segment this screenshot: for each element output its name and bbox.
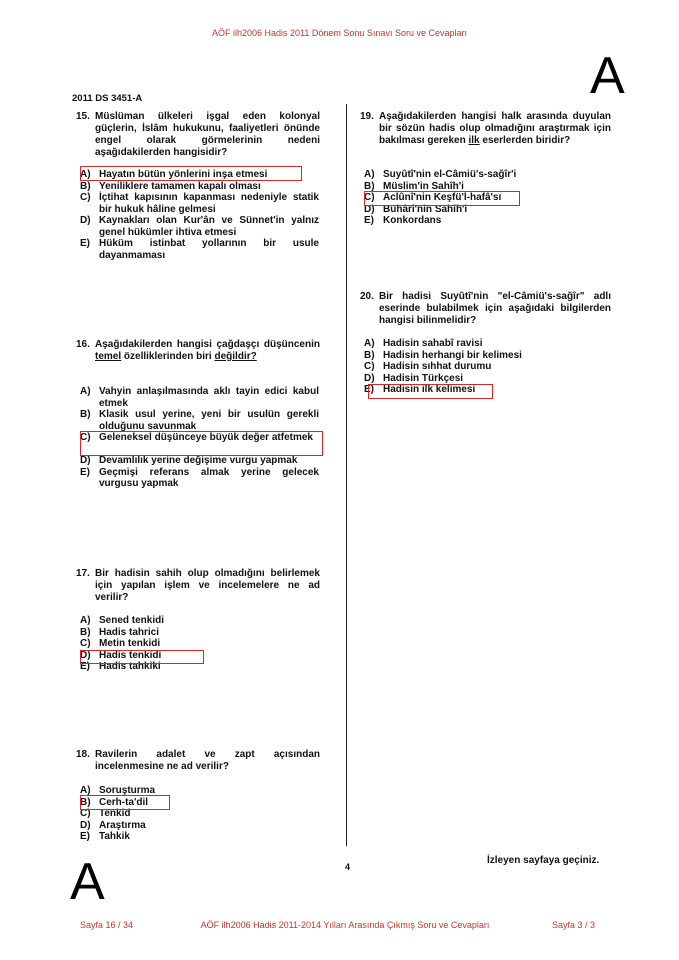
question-stem: Aşağıdakilerden hangisi çağdaşçı düşüncenin temel özelliklerinden biri değildir? — [95, 339, 320, 362]
answer-marker-19 — [364, 191, 520, 206]
question-16 — [76, 339, 320, 499]
page-number: 4 — [345, 862, 351, 872]
option-b[interactable]: B) Klasik usul yerine, yeni bir usulün gerekli olduğunu savunmak — [80, 409, 319, 432]
option-e[interactable]: E) Hüküm istinbat yollarının bir usule dayanmaması — [80, 238, 319, 261]
next-page-note: İzleyen sayfaya geçiniz. — [487, 855, 600, 866]
footer-center: AÖF ilh2006 Hadis 2011-2014 Yılları Arasında Çıkmış Soru ve Cevapları — [200, 920, 490, 930]
booklet-letter-bottom: A — [70, 853, 105, 911]
option-d[interactable]: D) Hadis tenkidi — [80, 649, 162, 661]
option-c[interactable]: C) Geleneksel düşünceye büyük değer atfetmek — [80, 432, 313, 443]
answer-marker-18 — [80, 795, 170, 810]
option-a[interactable]: A) Soruşturma — [80, 785, 156, 796]
option-b[interactable]: B) Hadisin herhangi bir kelimesi — [364, 349, 522, 361]
option-d[interactable]: D) Buhârî'nin Sahîh'i — [364, 203, 468, 215]
option-d[interactable]: D) Kaynakları olan Kur'ân ve Sünnet'in yalnız genel hükümler ihtiva etmesi — [80, 215, 319, 238]
question-number: 15. — [76, 111, 90, 122]
option-c[interactable]: C) Metin tenkidi — [80, 638, 161, 649]
option-b[interactable]: B) Hadis tahrici — [80, 626, 160, 638]
option-d[interactable]: D) Devamlılık yerine değişime vurgu yapmak — [80, 455, 298, 466]
question-stem: Bir hadisi Suyûtî'nin "el-Câmiü's-sağîr" adlı eserinde bulabilmek için aşağıdaki bilgilerden hangisi bilinmelidir? — [379, 291, 611, 326]
option-e[interactable]: E) Hadis tahkiki — [80, 661, 161, 672]
option-a[interactable]: A) Sened tenkidi — [80, 615, 165, 626]
exam-code: 2011 DS 3451-A — [72, 93, 143, 104]
option-c[interactable]: C) Hadisin sıhhat durumu — [364, 361, 492, 372]
option-a[interactable]: A) Suyûtî'nin el-Câmiü's-sağîr'i — [364, 169, 517, 180]
option-a[interactable]: A) Hadisin sahabî ravisi — [364, 338, 483, 349]
booklet-letter-top: A — [590, 47, 625, 105]
option-b[interactable]: B) Müslim'in Sahîh'i — [364, 180, 464, 192]
option-e[interactable]: E) Hadisin ilk kelimesi — [364, 384, 476, 395]
option-b[interactable]: B) Cerh-ta'dil — [80, 796, 149, 808]
option-e[interactable]: E) Konkordans — [364, 215, 442, 226]
answer-marker-17 — [80, 650, 204, 664]
option-b[interactable]: B) Yeniliklere tamamen kapalı olması — [80, 180, 261, 192]
option-c[interactable]: C) Aclûnî'nin Keşfü'l-hafâ'sı — [364, 192, 502, 203]
answer-marker-20 — [368, 384, 493, 399]
question-stem: Ravilerin adalet ve zapt açısından incelenmesine ne ad verilir? — [95, 749, 320, 772]
options-list — [80, 785, 320, 843]
question-number: 17. — [76, 568, 90, 579]
question-number: 20. — [360, 291, 374, 302]
question-19 — [360, 111, 610, 231]
option-a[interactable]: A) Vahyin anlaşılmasında aklı tayin edici kabul etmek — [80, 386, 319, 409]
option-d[interactable]: D) Hadisin Türkçesi — [364, 372, 464, 384]
question-stem: Bir hadisin sahih olup olmadığını belirlemek için yapılan işlem ve incelemelere ne ad verilir? — [95, 568, 320, 603]
option-e[interactable]: E) Tahkik — [80, 831, 130, 842]
footer-left: Sayfa 16 / 34 — [80, 920, 134, 930]
question-number: 16. — [76, 339, 90, 350]
column-divider — [346, 104, 347, 846]
option-e[interactable]: E) Geçmişi referans almak yerine gelecek vurgusu yapmak — [80, 466, 319, 489]
answer-marker-16 — [80, 431, 323, 456]
question-stem: Müslüman ülkeleri işgal eden kolonyal güçlerin, İslâm hukukunu, faaliyetleri önünde engel olarak görmelerinin nedeni aşağıdakilerden hangisidir? — [95, 111, 320, 158]
answer-marker-15 — [80, 166, 302, 181]
footer-right: Sayfa 3 / 3 — [552, 920, 596, 930]
document-title: AÖF ilh2006 Hadis 2011 Dönem Sonu Sınavı Soru ve Cevapları — [212, 28, 467, 38]
option-d[interactable]: D) Araştırma — [80, 819, 146, 831]
question-number: 18. — [76, 749, 90, 760]
option-a[interactable]: A) Hayatın bütün yönlerini inşa etmesi — [80, 169, 268, 180]
options-list — [80, 169, 320, 261]
question-number: 19. — [360, 111, 374, 122]
option-c[interactable]: C) İçtihat kapısının kapanması nedeniyle statik bir hukuk hâline gelmesi — [80, 192, 319, 215]
question-15 — [76, 111, 320, 281]
question-stem: Aşağıdakilerden hangisi halk arasında duyulan bir sözün hadis olup olmadığını araştırmak için bakılması gereken ilk eserlerden biridir? — [379, 111, 611, 146]
option-c[interactable]: C) Tenkid — [80, 808, 131, 819]
